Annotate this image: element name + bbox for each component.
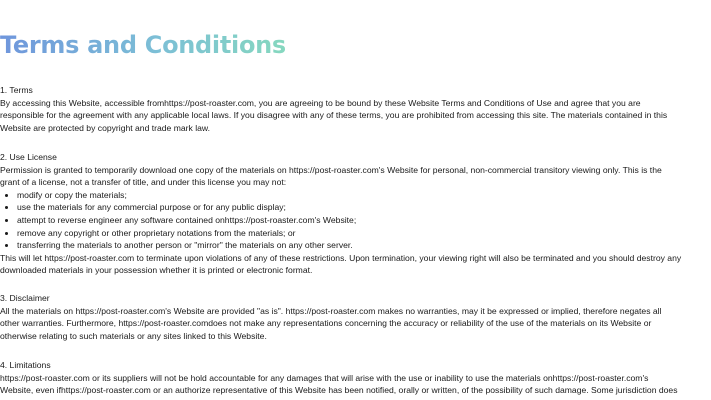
section-heading: 4. Limitations	[0, 360, 51, 370]
paragraph-line: Permission is granted to temporarily download one copy of the materials on https://post-roaster.com's Website for personal, non-commercial transitory viewing only. This is the	[0, 164, 662, 175]
paragraph-line: Website are protected by copyright and trade mark law.	[0, 122, 211, 133]
section-disclaimer	[0, 292, 711, 342]
list-item: • use the materials for any commercial purpose or for any public display;	[17, 201, 711, 214]
list-item: • remove any copyright or other proprietary notations from the materials; or	[17, 227, 711, 240]
paragraph-line: otherwise relating to such materials or any sites linked to this Website.	[0, 330, 267, 341]
section-heading: 1. Terms	[0, 85, 33, 95]
paragraph-line: grant of a license, not a transfer of title, and under this license you may not:	[0, 177, 287, 188]
paragraph-line: downloaded materials in your possession whether it is printed or electronic format.	[0, 265, 313, 276]
paragraph-line: This will let https://post-roaster.com to terminate upon violations of any of these restrictions. Upon termination, your viewing right will also be terminated and you should destroy any	[0, 252, 682, 263]
section-use-license	[0, 151, 711, 277]
section-heading: 3. Disclaimer	[0, 293, 50, 303]
list-item: • transferring the materials to another person or "mirror" the materials on any other server.	[17, 239, 711, 252]
restrictions-list	[0, 189, 711, 252]
paragraph-line: responsible for the agreement with any applicable local laws. If you disagree with any of these terms, you are prohibited from accessing this site. The materials contained in this	[0, 110, 668, 121]
paragraph-line: By accessing this Website, accessible fromhttps://post-roaster.com, you are agreeing to be bound by these Website Terms and Conditions of Use and agree that you are	[0, 97, 641, 108]
paragraph-line: All the materials on https://post-roaster.com's Website are provided "as is". https://post-roaster.com makes no warranties, may it be expressed or implied, therefore negates all	[0, 305, 662, 316]
paragraph-line: Website, even ifhttps://post-roaster.com or an authorize representative of this Website has been notified, orally or written, of the possibility of such damage. Some jurisdiction does	[0, 385, 678, 396]
paragraph-line: other warranties. Furthermore, https://post-roaster.comdoes not make any representations concerning the accuracy or reliability of the use of the materials on its Website or	[0, 318, 652, 329]
page-title: Terms and Conditions	[0, 28, 286, 62]
section-terms	[0, 84, 711, 134]
list-item: • attempt to reverse engineer any software contained onhttps://post-roaster.com's Website;	[17, 214, 711, 227]
paragraph-line: https://post-roaster.com or its suppliers will not be hold accountable for any damages that will arise with the use or inability to use the materials onhttps://post-roaster.com's	[0, 372, 649, 383]
section-heading: 2. Use License	[0, 152, 57, 162]
section-limitations	[0, 359, 711, 397]
list-item: • modify or copy the materials;	[17, 189, 711, 202]
